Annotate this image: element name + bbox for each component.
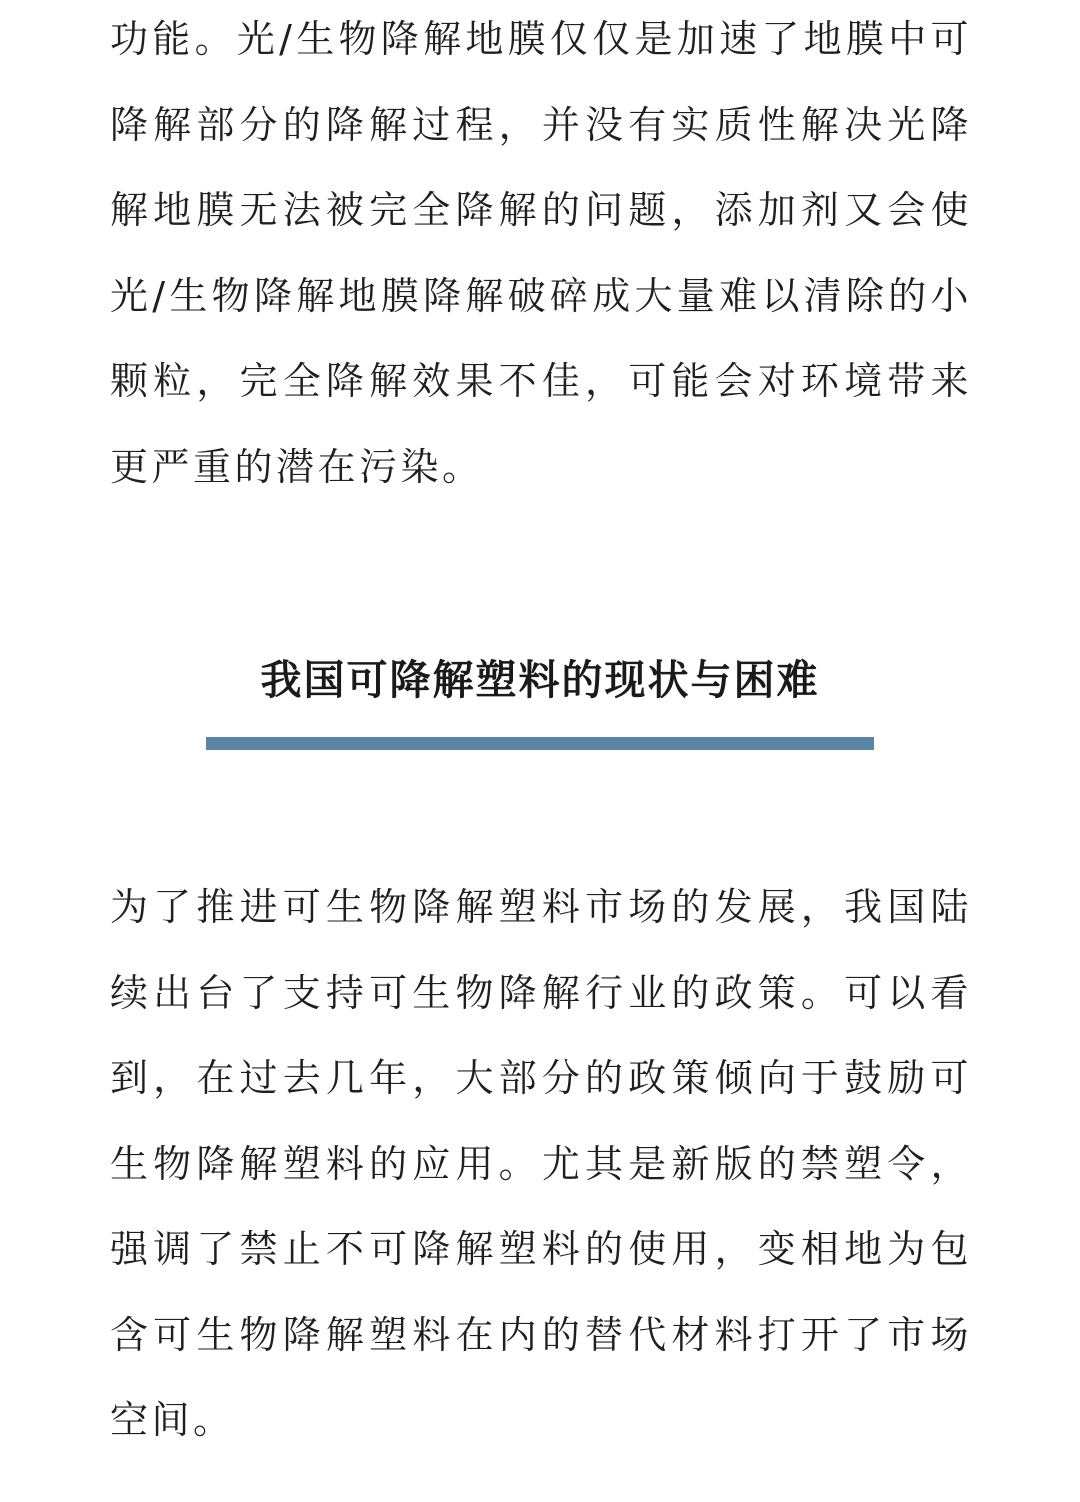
body-paragraph-intro: 功能。光/生物降解地膜仅仅是加速了地膜中可降解部分的降解过程，并没有实质性解决光降解地膜无法被完全降解的问题，添加剂又会使光/生物降解地膜降解破碎成大量难以清除的小颗粒，完全降解效果不佳，可能会对环境带来更严重的潜在污染。 <box>110 17 972 489</box>
heading-underline-bar <box>206 737 874 750</box>
body-paragraph-policy: 为了推进可生物降解塑料市场的发展，我国陆续出台了支持可生物降解行业的政策。可以看到，在过去几年，大部分的政策倾向于鼓励可生物降解塑料的应用。尤其是新版的禁塑令，强调了禁止不可降解塑料的使用，变相地为包含可生物降解塑料在内的替代材料打开了市场空间。 <box>110 885 972 1442</box>
section-heading: 我国可降解塑料的现状与困难 <box>260 656 820 704</box>
